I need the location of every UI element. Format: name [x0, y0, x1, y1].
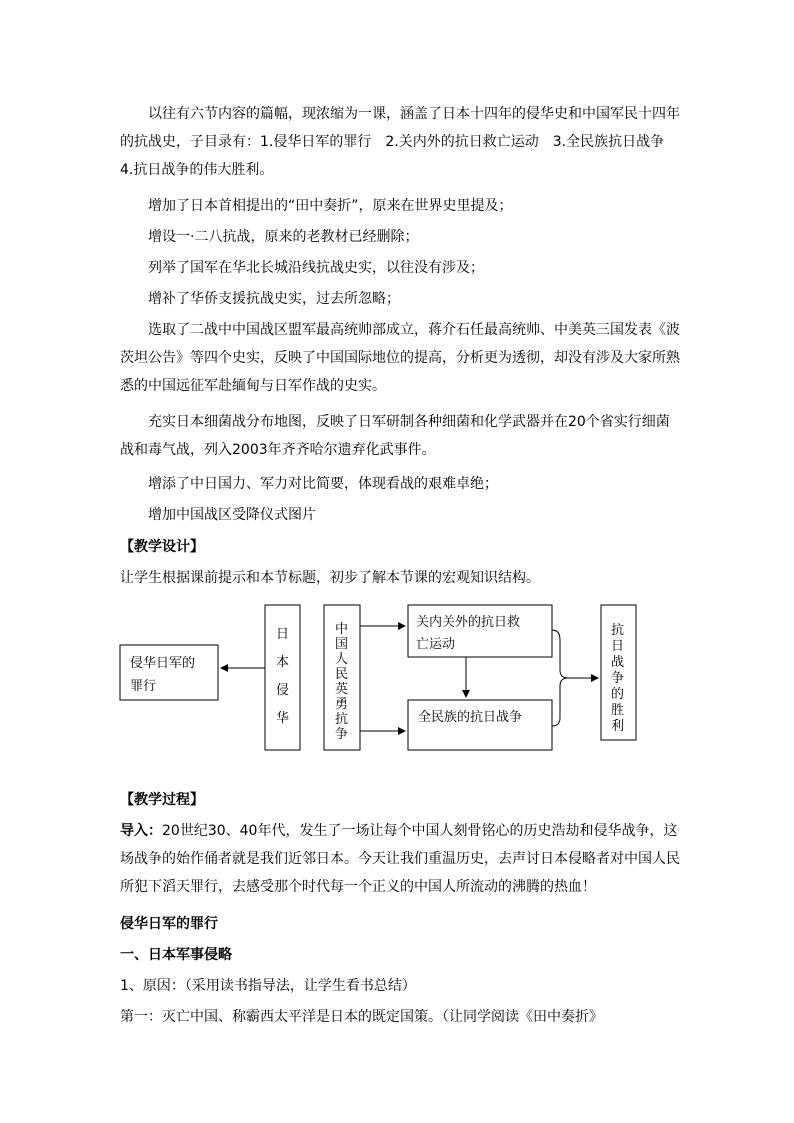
box-resistance-char: 国	[335, 637, 349, 652]
box-resistance-char: 中	[335, 622, 349, 637]
box-resistance-char: 民	[335, 667, 349, 682]
box-resistance-char: 抗	[335, 712, 349, 727]
box-victory-char: 战	[611, 655, 625, 670]
box-victory-char: 争	[611, 671, 625, 686]
line-4: 增添了中日国力、军力对比简要，体现看战的艰难卓绝；	[148, 476, 498, 492]
box-victory-char: 利	[611, 719, 625, 734]
list-line-4: 增补了华侨支援抗战史实，过去所忽略；	[148, 291, 400, 307]
box-crimes-label-2: 罪行	[130, 679, 157, 694]
box-invasion-char: 侵	[276, 683, 290, 698]
section-design-heading: 【教学设计】	[120, 539, 204, 555]
box-resistance-char: 勇	[335, 697, 349, 712]
box-victory-char: 的	[611, 687, 625, 702]
paragraph-3: 充实日本细菌战分布地图，反映了日军研制各种细菌和化学武器并在20个省实行细菌战和毒气战，列入2003年齐齐哈尔遗弃化武事件。	[120, 414, 670, 458]
design-text: 让学生根据课前提示和本节标题，初步了解本节课的宏观知识结构。	[120, 570, 540, 586]
box-invasion-char: 本	[276, 655, 290, 670]
box-victory-char: 胜	[611, 703, 625, 718]
intro-text: 20世纪30、40年代，发生了一场让每个中国人刻骨铭心的历史浩劫和侵华战争，这场战争的始作俑者就是我们近邻日本。今天让我们重温历史，去声讨日本侵略者对中国人民所犯下滔天罪行，去感受那个时代每一个正义的中国人所流动的沸腾的热血！	[120, 823, 680, 895]
brace-connector	[552, 630, 568, 726]
reason-line: 1、原因：（采用读书指导法，让学生看书总结）	[120, 978, 416, 994]
paragraph-2: 选取了二战中中国战区盟军最高统帅部成立，蒋介石任最高统帅、中美英三国发表《波茨坦公告》等四个史实，反映了中国国际地位的提高，分析更为透彻，却没有涉及大家所熟悉的中国远征军赴缅甸与日军作战的史实。	[120, 322, 680, 394]
list-line-3: 列举了国军在华北长城沿线抗战史实，以往没有涉及；	[148, 260, 484, 276]
box-movement-label-1: 关内关外的抗日救	[416, 615, 521, 630]
heading-crimes: 侵华日军的罪行	[120, 916, 218, 932]
box-crimes-label-1: 侵华日军的	[130, 656, 196, 671]
box-resistance-char: 英	[335, 682, 349, 697]
box-invasion-char: 日	[276, 627, 290, 642]
intro-label: 导入：	[120, 823, 162, 839]
intro-block	[120, 817, 680, 901]
box-victory-char: 日	[611, 639, 625, 654]
box-resistance-char: 争	[335, 727, 349, 742]
list-line-2: 增设一·二八抗战，原来的老教材已经删除；	[148, 229, 419, 245]
box-national-label: 全民族的抗日战争	[418, 710, 523, 725]
list-line-1: 增加了日本首相提出的“田中奏折”，原来在世界史里提及；	[148, 198, 513, 214]
box-invasion-char: 华	[276, 711, 290, 726]
first-line: 第一：灭亡中国、称霸西太平洋是日本的既定国策。（让同学阅读《田中奏折》	[120, 1009, 603, 1025]
section-process-heading: 【教学过程】	[120, 792, 204, 808]
box-victory-char: 抗	[611, 623, 625, 638]
intro-paragraph: 以往有六节内容的篇幅，现浓缩为一课，涵盖了日本十四年的侵华史和中国军民十四年的抗战史，子目录有：1.侵华日军的罪行 2.关内外的抗日救亡运动 3.全民族抗日战争 4.抗日战争的伟大胜利。	[120, 106, 680, 178]
box-national	[408, 700, 552, 750]
box-movement-label-2: 亡运动	[416, 637, 456, 652]
heading-military: 一、日本军事侵略	[120, 947, 232, 963]
line-5: 增加中国战区受降仪式图片	[148, 507, 316, 523]
box-resistance-char: 人	[335, 652, 349, 667]
